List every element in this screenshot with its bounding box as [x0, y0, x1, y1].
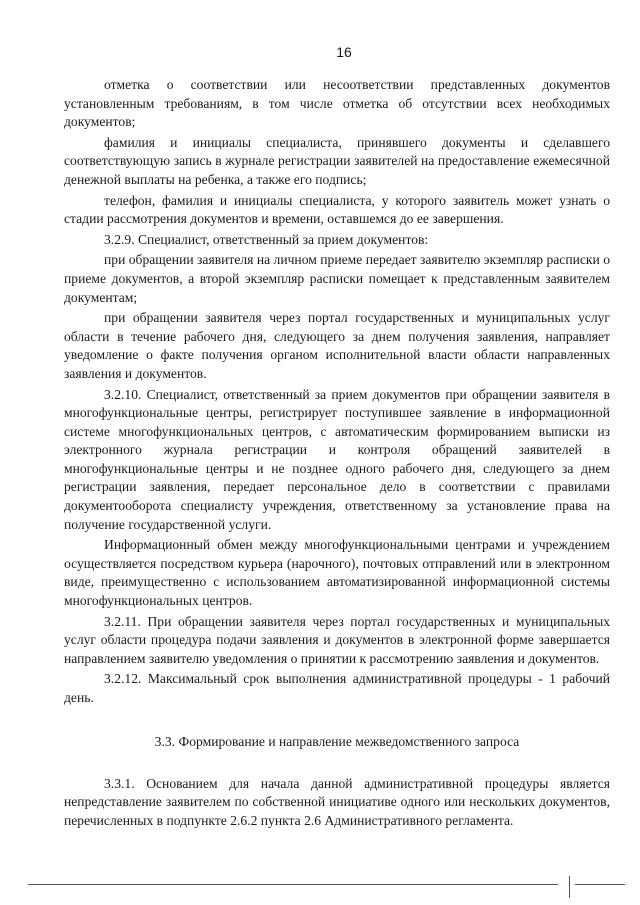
- paragraph: фамилия и инициалы специалиста, принявшего документы и сделавшего соответствующую запись в журнале регистрации заявителей на предоставление ежемесячной денежной выплаты на ребенка, а также его подпись;: [64, 134, 610, 187]
- paragraph: 3.2.10. Специалист, ответственный за прием документов при обращении заявителя в многофункциональные центры, регистрирует поступившее заявление в информационной системе многофункциональных центров, с автоматическим формированием выписки из электронного журнала регистрации и контроля обращений заявителей в многофункциональные центры и не позднее одного рабочего дня, следующего за днем регистрации заявления, передает персональное дело в соответствии с правилами документооборота специалисту учреждения, ответственному за установление права на получение государственной услуги.: [64, 386, 610, 532]
- paragraph: Информационный обмен между многофункциональными центрами и учреждением осуществляется посредством курьера (нарочного), почтовых отправлений или в электронном виде, преимущественно с использованием автоматизированной информационной системы многофункциональных центров.: [64, 537, 610, 609]
- footer-divider-right: [575, 884, 625, 885]
- section-heading: 3.3. Формирование и направление межведомственного запроса: [154, 733, 520, 749]
- paragraph: телефон, фамилия и инициалы специалиста, у которого заявитель может узнать о стадии рассмотрения документов и времени, оставшемся до ее завершения.: [64, 192, 610, 227]
- paragraph: при обращении заявителя на личном приеме передает заявителю экземпляр расписки о приеме документов, а второй экземпляр расписки помещает к представленным заявителем документам;: [64, 252, 610, 305]
- document-page: [64, 0, 610, 905]
- paragraph: отметка о соответствии или несоответствии представленных документов установленным требованиям, в том числе отметка об отсутствии всех необходимых документов;: [64, 77, 610, 130]
- document-body: [64, 76, 610, 830]
- paragraph: 3.2.12. Максимальный срок выполнения административной процедуры - 1 рабочий день.: [64, 671, 610, 705]
- paragraph: 3.2.11. При обращении заявителя через портал государственных и муниципальных услуг области процедура подачи заявления и документов в электронной форме завершается направлением заявителю уведомления о принятии к рассмотрению заявления и документов.: [64, 613, 610, 666]
- page-number: 16: [336, 44, 352, 60]
- paragraph: 3.2.9. Специалист, ответственный за прием документов:: [104, 231, 429, 247]
- footer-divider-left: [28, 884, 558, 885]
- footer-divider-tick: [569, 876, 570, 898]
- paragraph: 3.3.1. Основанием для начала данной административной процедуры является непредставление заявителем по собственной инициативе одного или нескольких документов, перечисленных в подпункте 2.6.2 пункта 2.6 Административного регламента.: [64, 775, 610, 828]
- paragraph: при обращении заявителя через портал государственных и муниципальных услуг области в течение рабочего дня, следующего за днем получения заявления, направляет уведомление о факте получения органом исполнительной власти области направленных заявления и документов.: [64, 310, 610, 381]
